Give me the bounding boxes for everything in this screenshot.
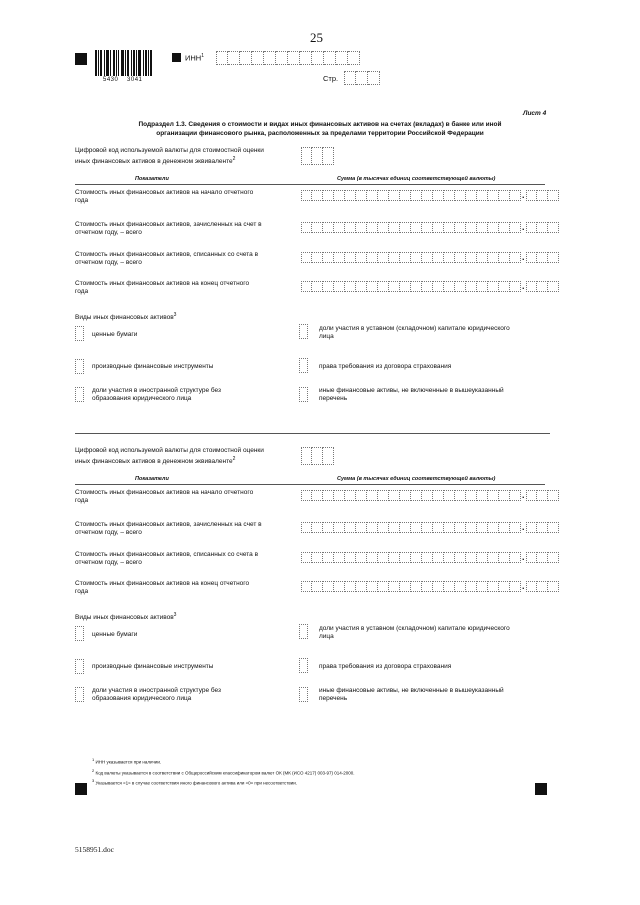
row-debited-label: Стоимость иных финансовых активов, списанных со счета в отчетном году, – всего	[75, 251, 259, 266]
row-start-value-label: Стоимость иных финансовых активов на начало отчетного года	[75, 489, 254, 504]
row-end-value-field[interactable]: .	[301, 281, 559, 292]
checkbox-other-assets[interactable]	[299, 687, 308, 702]
asset-types-label: Виды иных финансовых активов$^3$	[75, 312, 177, 322]
footnote-3: 3 Указывается «1» в случае соответствия иного финансового актива или «0» при несоответствии.	[92, 778, 298, 786]
currency-code-field[interactable]	[301, 447, 334, 465]
header-rule	[75, 484, 545, 485]
checkbox-derivatives[interactable]	[75, 659, 84, 674]
footnote-1: 1 ИНН указывается при наличии.	[92, 757, 162, 765]
currency-code-field[interactable]	[301, 147, 334, 165]
type-foreign-structure-label: доли участия в иностранной структуре без образования юридического лица	[92, 387, 222, 402]
row-end-value-field[interactable]: .	[301, 581, 559, 592]
checkbox-foreign-structure[interactable]	[75, 687, 84, 702]
row-end-value-label: Стоимость иных финансовых активов на конец отчетного года	[75, 280, 250, 295]
footnotes	[92, 757, 532, 787]
type-derivatives-label: производные финансовые инструменты	[92, 363, 214, 370]
asset-types-label: Виды иных финансовых активов$^3$	[75, 612, 177, 622]
checkbox-securities[interactable]	[75, 626, 84, 641]
type-derivatives-label: производные финансовые инструменты	[92, 663, 214, 670]
type-insurance-label: права требования из договора страхования	[319, 363, 452, 370]
currency-label: Цифровой код используемой валюты для стоимостной оценки иных финансовых активов в денежном эквиваленте$^2$	[75, 147, 264, 166]
section-title: Подраздел 1.3. Сведения о стоимости и видах иных финансовых активов на счетах (вкладах) в банке или иной организации финансового рынка, расположенных за пределами территории Российской Федерации	[138, 121, 502, 137]
asset-block-2	[75, 300, 545, 730]
corner-marker-bottom-right	[535, 783, 547, 795]
col-header-sum: Сумма (в тысячах единиц соответствующей валюты)	[337, 476, 496, 482]
type-foreign-structure-label: доли участия в иностранной структуре без образования юридического лица	[92, 687, 222, 702]
page-number: 25	[310, 30, 323, 45]
type-other-assets-label: иные финансовые активы, не включенные в вышеуказанный перечень	[319, 387, 504, 402]
row-start-value-field[interactable]: .	[301, 190, 559, 201]
header-rule	[75, 184, 545, 185]
col-header-indicators: Показатели	[135, 476, 169, 482]
document-filename: 5158951.doc	[75, 845, 114, 854]
row-end-value-label: Стоимость иных финансовых активов на конец отчетного года	[75, 580, 250, 595]
type-charter-capital-label: доли участия в уставном (складочном) капитале юридического лица	[319, 625, 510, 640]
checkbox-charter-capital[interactable]	[299, 624, 308, 639]
row-credited-field[interactable]: .	[301, 522, 559, 533]
barcode-digits: 5430 3041	[103, 77, 143, 83]
type-other-assets-label: иные финансовые активы, не включенные в вышеуказанный перечень	[319, 687, 504, 702]
row-credited-label: Стоимость иных финансовых активов, зачисленных на счет в отчетном году, – всего	[75, 221, 262, 236]
type-securities-label: ценные бумаги	[92, 331, 138, 338]
row-credited-label: Стоимость иных финансовых активов, зачисленных на счет в отчетном году, – всего	[75, 521, 262, 536]
type-insurance-label: права требования из договора страхования	[319, 663, 452, 670]
row-start-value-label: Стоимость иных финансовых активов на начало отчетного года	[75, 189, 254, 204]
footnote-2: 2 Код валюты указывается в соответствии с Общероссийским классификатором валют ОК (МК (ИСО 4217) 003-97) 014-2000.	[92, 767, 355, 775]
row-start-value-field[interactable]: .	[301, 490, 559, 501]
col-header-sum: Сумма (в тысячах единиц соответствующей валюты)	[337, 176, 496, 182]
currency-label: Цифровой код используемой валюты для стоимостной оценки иных финансовых активов в денежном эквиваленте$^2$	[75, 447, 264, 466]
sheet-label: Лист 4	[523, 110, 547, 117]
col-header-indicators: Показатели	[135, 176, 169, 182]
row-credited-field[interactable]: .	[301, 222, 559, 233]
type-charter-capital-label: доли участия в уставном (складочном) капитале юридического лица	[319, 325, 510, 340]
page-label: Стр.	[323, 74, 339, 83]
row-debited-field[interactable]: .	[301, 552, 559, 563]
checkbox-insurance[interactable]	[299, 658, 308, 673]
type-securities-label: ценные бумаги	[92, 631, 138, 638]
corner-marker-bottom-left	[75, 783, 87, 795]
row-debited-field[interactable]: .	[301, 252, 559, 263]
inn-label: ИНН$^1$	[185, 53, 205, 63]
row-debited-label: Стоимость иных финансовых активов, списанных со счета в отчетном году, – всего	[75, 551, 259, 566]
